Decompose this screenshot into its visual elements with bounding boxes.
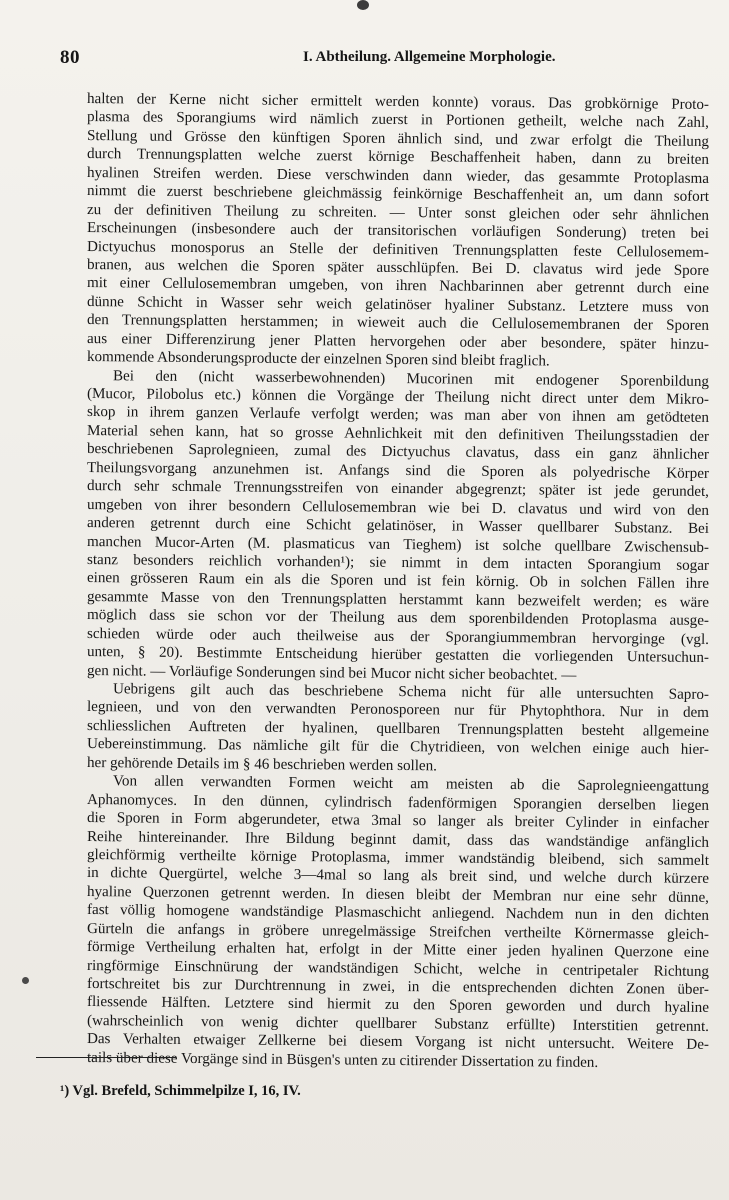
text-line: stanz besonders reichlich vorhanden¹); sie nimmt in dem intacten Sporangium sogar [86, 551, 710, 574]
text-line: Dictyuchus monosporus an Stelle der definitiven Trennungsplatten feste Cellulosemem- [86, 238, 710, 261]
text-line: Das Verhalten etwaiger Zellkerne bei diesem Vorgang ist nicht untersucht. Weitere De- [86, 1031, 710, 1054]
text-line: beschriebenen Saprolegnieen, zumal des Dictyuchus clavatus, dass ein ganz ähnlicher [86, 441, 710, 464]
scan-speck [22, 977, 29, 984]
text-line: (Mucor, Pilobolus etc.) können die Vorgänge der Theilung nicht direct unter dem Mikro- [86, 386, 710, 408]
text-line: branen, aus welchen die Sporen später ausschlüpfen. Bei D. clavatus wird jede Spore [86, 256, 710, 279]
text-line: Erscheinungen (insbesondere auch der transitorischen vorläufigen Sonderung) treten bei [86, 220, 710, 243]
text-line: den Trennungsplatten herstammen; in wieweit auch die Cellulosemembranen der Sporen [86, 312, 710, 335]
text-line: gesammte Masse von den Trennungsplatten herstammt kann bezweifelt werden; es wäre [86, 588, 710, 611]
text-line: Von allen verwandten Formen weicht am meisten ab die Saprolegnieengattung [112, 773, 710, 796]
text-line: fliessende Hälften. Letztere sind hiermit zu den Sporen geworden und durch hyaline [86, 994, 710, 1017]
text-line: hyaline Querzonen getrennt werden. In diesen bleibt der Membran nur eine sehr dünne, [86, 883, 710, 906]
text-line: durch Trennungsplatten welche zuerst körnige Beschaffenheit haben, dann zu breiten [86, 146, 710, 169]
footnote-rule [36, 1057, 176, 1058]
text-line: her gehörende Details im § 46 beschrieben werden sollen. [86, 754, 438, 775]
text-line: hyalinen Streifen werden. Diese verschwinden dann wieder, das gesammte Protoplasma [86, 164, 710, 187]
text-line: skop in ihrem ganzen Verlaufe verfolgt werden; was man aber von ihnen am getödteten [86, 404, 710, 427]
text-line: gleichförmig vertheilte körnige Protoplasma, immer wandständig bleibend, sich sammelt [86, 846, 710, 869]
text-line: gen nicht. — Vorläufige Sonderungen sind bei Mucor nicht sicher beobachtet. — [86, 662, 577, 684]
running-head: I. Abtheilung. Allgemeine Morphologie. [303, 49, 556, 65]
text-line: fast völlig homogene wandständige Plasmaschicht anliegend. Nachdem nun in den dichten [86, 902, 710, 925]
text-line: (wahrscheinlich von wenig dichter quellbarer Substanz erfüllte) Interstitien getrennt. [86, 1012, 710, 1035]
text-line: anderen getrennt durch eine Schicht gelatinöser, in Wasser quellbarer Substanz. Bei [86, 515, 710, 538]
text-line: halten der Kerne nicht sicher ermittelt werden konnte) voraus. Das grobkörnige Proto- [86, 91, 710, 113]
text-line: plasma des Sporangiums wird nämlich zuerst in Portionen getheilt, welche nach Zahl, [86, 109, 710, 132]
text-line: einen grösseren Raum ein als die Sporen und ist fein körnig. Ob in solchen Fällen ihre [86, 570, 710, 593]
text-line: unten, § 20). Bestimmte Entscheidung hierüber gestatten die vorliegenden Untersuchun- [86, 644, 710, 667]
text-line: legnieen, und von den verwandten Peronosporeen nur für Phytophthora. Nur in dem [86, 699, 710, 722]
text-line: kommende Absonderungsproducte der einzelnen Sporen sind bleibt fraglich. [86, 349, 550, 370]
text-line: Uebrigens gilt auch das beschriebene Schema nicht für alle untersuchten Sapro- [112, 681, 710, 703]
text-line: fortschreitet bis zur Durchtrennung in zwei, in die entsprechenden dichten Zonen über- [86, 976, 710, 998]
text-line: umgeben von ihrer besondern Cellulosemembran wie bei D. clavatus und wird von den [86, 496, 710, 519]
footnote: ¹) Vgl. Brefeld, Schimmelpilze I, 16, IV. [60, 1083, 301, 1099]
text-line: nimmt die zuerst beschriebene gleichmässig feinkörnige Beschaffenheit an, um dann sofort [86, 183, 710, 206]
text-line: Reihe hintereinander. Ihre Bildung beginnt damit, dass das wandständige anfänglich [86, 828, 710, 851]
text-line: manchen Mucor-Arten (M. plasmaticus van Tieghem) ist solche quellbare Zwischensub- [86, 533, 710, 556]
text-line: Gürteln die anfangs in gröbere unregelmässige Streifchen vertheilte Körnermasse gleich- [86, 920, 710, 943]
text-line: schieden würde oder auch theilweise aus der Sporangiummembran hervorginge (vgl. [86, 625, 710, 648]
text-line: in dichte Quergürtel, welche 3—4mal so lang als breit sind, und welche durch kürzere [86, 865, 710, 888]
text-line: dünne Schicht in Wasser sehr weich gelatinöser hyaliner Substanz. Letztere muss von [86, 293, 710, 316]
text-line: Aphanomyces. In den dünnen, cylindrisch fadenförmigen Sporangien derselben liegen [86, 791, 710, 814]
text-line: Bei den (nicht wasserbewohnenden) Mucorinen mit endogener Sporenbildung [112, 367, 710, 390]
body-text [86, 90, 710, 1071]
text-line: möglich dass sie schon vor der Theilung aus dem sporenbildenden Protoplasma ausge- [86, 607, 710, 630]
text-line: durch sehr schmale Trennungsstreifen von einander abgegrenzt; später ist jede gerundet, [86, 478, 710, 501]
text-line: ringförmige Einschnürung der wandständigen Schicht, welche in centripetaler Richtung [86, 957, 710, 980]
text-line: die Sporen in Form abgerundeter, etwa 3mal so langer als breiter Cylinder in einfacher [86, 810, 710, 833]
text-line: Theilungsvorgang anzunehmen ist. Anfangs sind die Sporen als polyedrische Körper [86, 459, 710, 482]
text-line: tails über diese Vorgänge sind in Büsgen's unten zu citirender Dissertation zu finden. [86, 1049, 599, 1071]
text-line: Stellung und Grösse den künftigen Sporen ähnlich sind, und zwar erfolgt die Theilung [86, 127, 710, 150]
text-line: förmige Vertheilung erhalten hat, erfolgt in der Mitte einer jeden hyalinen Querzone eine [86, 939, 710, 962]
page-header [60, 47, 710, 73]
text-line: Uebereinstimmung. Das nämliche gilt für die Chytridieen, von welchen einige auch hier- [86, 736, 710, 759]
text-line: Material sehen kann, hat so grosse Aehnlichkeit mit den definitiven Theilungsstadien der [86, 422, 710, 445]
text-line: zu der definitiven Theilung zu schreiten. — Unter sonst gleichen oder sehr ähnlichen [86, 201, 710, 224]
scan-speck [357, 0, 369, 10]
text-line: schliesslichen Auftreten der hyalinen, quellbaren Trennungsplatten besteht allgemeine [86, 717, 710, 740]
text-line: mit einer Cellulosemembran umgeben, von ihren Nachbarinnen aber getrennt durch eine [86, 275, 710, 298]
page-number: 80 [60, 47, 80, 68]
text-line: aus einer Differenzirung jener Platten hervorgehen oder aber besondere, später hinzu- [86, 330, 710, 353]
